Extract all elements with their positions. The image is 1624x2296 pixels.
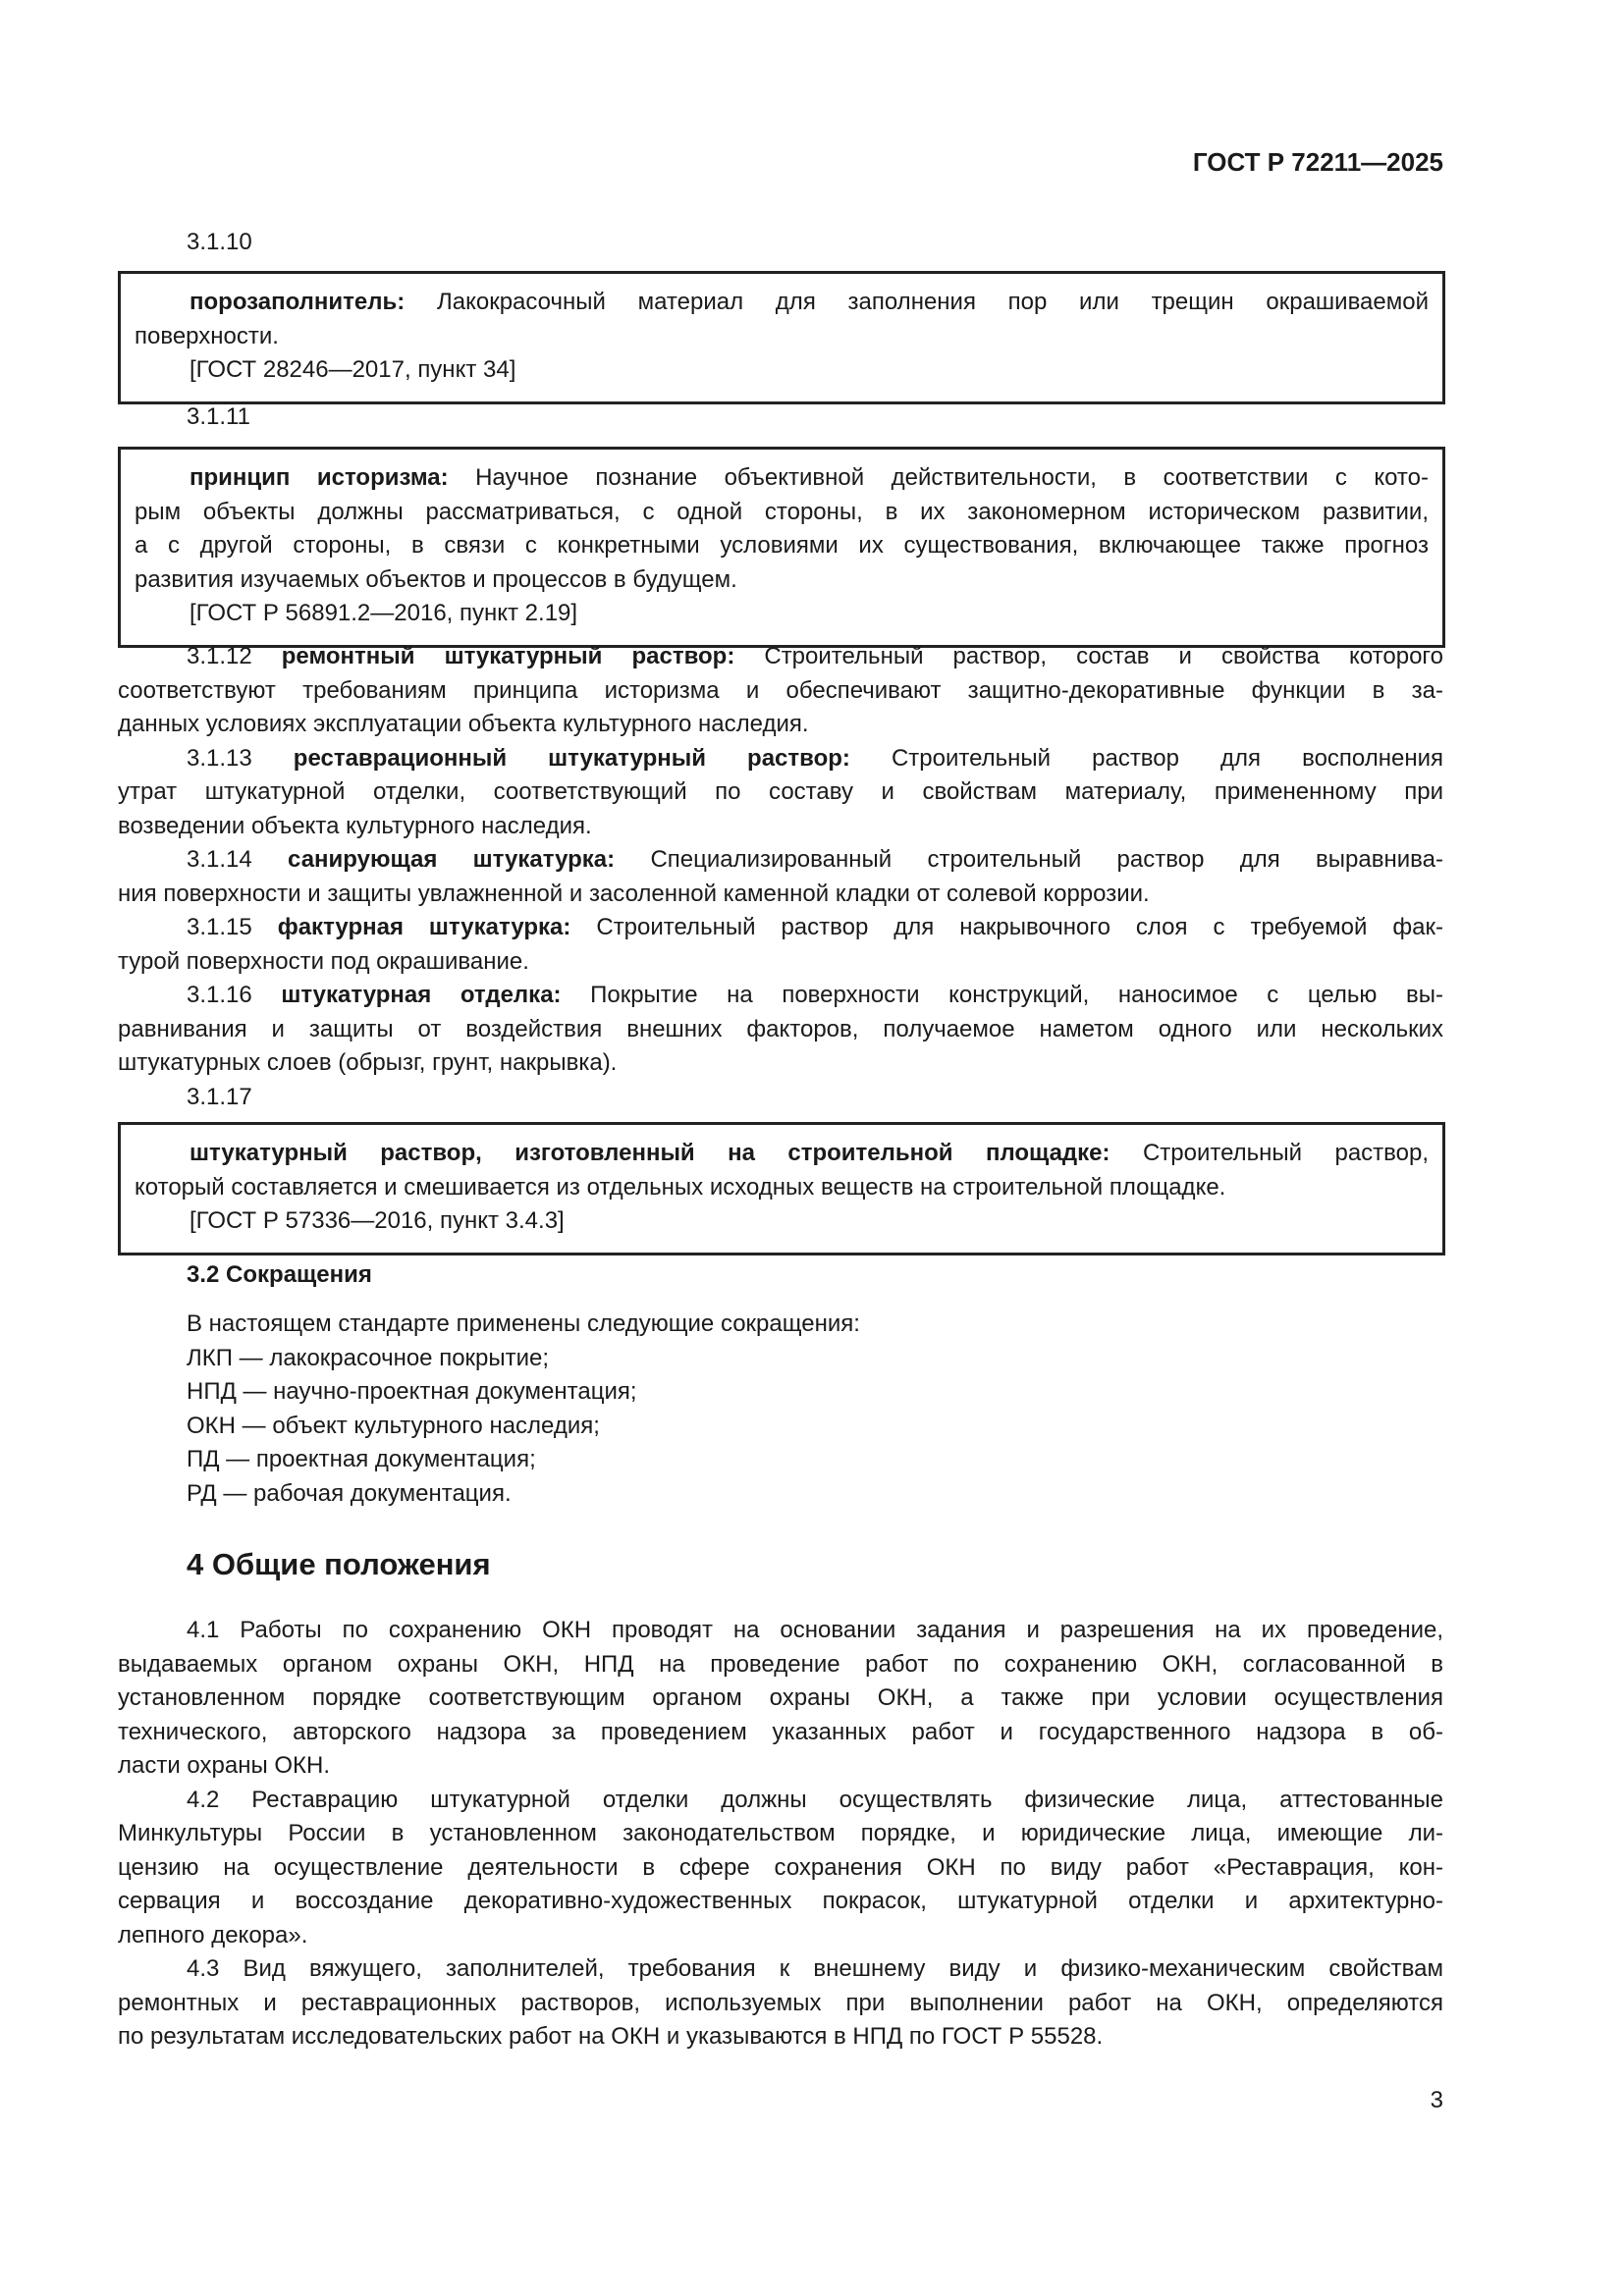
text-segment: 3.1.15 [187,914,278,940]
text-line [135,1204,1429,1239]
text-segment: который составляется и смешивается из отдельных исходных веществ на строительной площадке. [135,1173,1226,1201]
text-segment: развития изучаемых объектов и процессов в будущем. [135,565,737,593]
text-line [118,1919,1443,1953]
text-line [135,529,1429,563]
text-segment: Научное познание объективной действительности, в соответствии с кото- [448,464,1429,491]
terms-3-1-12-to-3-1-17 [118,640,1443,1114]
text-segment: РД — рабочая документация. [187,1479,512,1507]
text-segment: 3.1.17 [187,1083,252,1110]
text-line [118,1410,1443,1444]
text-segment: данных условиях эксплуатации объекта культурного наследия. [118,711,809,737]
text-line [118,1013,1443,1047]
text-segment: [ГОСТ 28246—2017, пункт 34] [189,356,516,383]
text-line [118,1716,1443,1750]
text-segment: установленном порядке соответствующим органом охраны ОКН, а также при условии осуществления [118,1684,1443,1711]
text-line [118,1851,1443,1886]
text-segment: Строительный раствор, [1110,1140,1430,1166]
text-segment: ласти охраны ОКН. [118,1752,331,1779]
text-segment: 4.3 Вид вяжущего, заполнителей, требования к внешнему виду и физико-механическим свойствам [187,1955,1443,1982]
text-line [118,400,1443,435]
text-line [118,843,1443,878]
term-label: штукатурный раствор, изготовленный на строительной площадке: [189,1140,1110,1166]
term-3-1-11-num [118,400,1443,435]
text-segment: выдаваемых органом охраны ОКН, НПД на проведение работ по сохранению ОКН, согласованной в [118,1650,1443,1678]
text-segment: лепного декора». [118,1921,308,1949]
text-line [118,979,1443,1013]
text-segment: 3.1.16 [187,982,282,1008]
term-label: 4 Общие положения [187,1547,491,1581]
text-line [118,1477,1443,1512]
text-line [118,1987,1443,2021]
text-segment: Строительный раствор, состав и свойства которого [734,643,1443,669]
text-line [118,640,1443,674]
text-segment: Покрытие на поверхности конструкций, наносимое с целью вы- [561,982,1443,1008]
text-segment: ния поверхности и защиты увлажненной и засоленной каменной кладки от солевой коррозии. [118,880,1150,907]
text-line [135,496,1429,530]
term-3-1-10-num [118,226,1443,260]
text-segment: Лакокрасочный материал для заполнения пор или трещин окрашиваемой [405,289,1429,315]
text-segment: 3.1.12 [187,643,282,669]
text-segment: 3.1.14 [187,846,289,873]
term-label: штукатурная отделка: [281,982,562,1008]
text-segment: по результатам исследовательских работ на ОКН и указываются в НПД по ГОСТ Р 55528. [118,2023,1104,2050]
text-segment: а с другой стороны, в связи с конкретными условиями их существования, включающее также прогноз [135,532,1429,559]
text-segment: 3.1.11 [187,403,250,430]
text-line [118,878,1443,912]
text-segment: равнивания и защиты от воздействия внешних факторов, получаемое наметом одного или нескольких [118,1015,1443,1042]
text-line [118,1443,1443,1477]
text-line [118,1817,1443,1851]
text-segment: Специализированный строительный раствор для выравнива- [615,846,1443,873]
text-segment: цензию на осуществление деятельности в сфере сохранения ОКН по виду работ «Реставрация, кон- [118,1853,1443,1881]
text-segment: НПД — научно-проектная документация; [187,1378,637,1405]
text-line [118,810,1443,844]
text-segment: технического, авторского надзора за проведением указанных работ и государственного надзора в об- [118,1718,1443,1745]
text-segment: ремонтных и реставрационных растворов, используемых при выполнении работ на ОКН, определяются [118,1989,1443,2016]
term-label: фактурная штукатурка: [277,914,571,940]
text-line [118,1046,1443,1081]
text-line [118,1614,1443,1648]
text-line [118,226,1443,260]
text-line [118,1648,1443,1682]
text-line [135,563,1429,598]
text-line [118,1258,1443,1293]
text-segment: возведении объекта культурного наследия. [118,812,592,839]
text-line [118,775,1443,810]
text-line [118,1308,1443,1342]
term-label: порозаполнитель: [189,289,406,315]
term-3-1-10 [118,271,1445,404]
text-line [118,1885,1443,1919]
section-4-body [118,1614,1443,2055]
text-segment: соответствуют требованиям принципа историзма и обеспечивают защитно-декоративные функции в за- [118,676,1443,704]
text-segment: 4.1 Работы по сохранению ОКН проводят на основании задания и разрешения на их проведение, [187,1617,1443,1643]
term-3-1-11 [118,447,1445,648]
text-segment: турой поверхности под окрашивание. [118,947,529,975]
term-label: принцип историзма: [189,464,449,491]
text-segment: 4.2 Реставрацию штукатурной отделки должны осуществлять физические лица, аттестованные [187,1786,1443,1813]
text-line [118,1081,1443,1115]
text-line [118,945,1443,980]
text-line [135,286,1429,320]
text-line [135,597,1429,631]
text-line [118,708,1443,742]
term-label: санирующая штукатурка: [288,846,616,873]
text-line [135,1171,1429,1205]
text-segment: 3.1.10 [187,229,252,255]
text-segment: В настоящем стандарте применены следующие сокращения: [187,1310,860,1337]
text-line [118,674,1443,709]
text-segment: ПД — проектная документация; [187,1446,536,1472]
term-label: 3.2 Сокращения [187,1261,372,1288]
text-line [118,2020,1443,2055]
text-segment: рым объекты должны рассматриваться, с одной стороны, в их закономерном историческом развитии, [135,498,1429,525]
text-line [118,742,1443,776]
text-line [118,1952,1443,1987]
page-number: 3 [1430,2087,1443,2113]
document-header-id: ГОСТ Р 72211—2025 [1192,147,1443,177]
term-label: реставрационный штукатурный раствор: [293,744,850,772]
section-4-heading [118,1548,1443,1582]
text-line [135,320,1429,354]
text-line [118,911,1443,945]
text-segment: поверхности. [135,322,279,349]
text-segment: Минкультуры России в установленном законодательством порядке, и юридические лица, имеющие ли- [118,1820,1443,1846]
text-segment: [ГОСТ Р 57336—2016, пункт 3.4.3] [189,1207,565,1234]
text-line [118,1548,1443,1582]
text-line [118,1784,1443,1818]
text-line [118,1375,1443,1410]
text-segment: ЛКП — лакокрасочное покрытие; [187,1344,550,1371]
section-3-2-heading [118,1258,1443,1293]
abbreviations [118,1308,1443,1511]
text-segment: сервация и воссоздание декоративно-художественных покрасок, штукатурной отделки и архитектурно- [118,1888,1443,1914]
text-line [135,461,1429,496]
text-segment: штукатурных слоев (обрызг, грунт, накрывка). [118,1049,618,1076]
text-line [118,1749,1443,1784]
text-line [135,1137,1429,1171]
text-segment: ОКН — объект культурного наследия; [187,1412,600,1439]
term-3-1-17 [118,1122,1445,1255]
term-label: ремонтный штукатурный раствор: [281,643,735,669]
text-segment: утрат штукатурной отделки, соответствующий по составу и свойствам материалу, примененному при [118,778,1443,805]
text-segment: [ГОСТ Р 56891.2—2016, пункт 2.19] [189,600,578,626]
text-line [118,1682,1443,1716]
text-segment: 3.1.13 [187,744,294,772]
text-line [118,1342,1443,1376]
text-segment: Строительный раствор для восполнения [849,744,1443,772]
text-line [135,353,1429,388]
text-segment: Строительный раствор для накрывочного слоя с требуемой фак- [570,914,1443,940]
